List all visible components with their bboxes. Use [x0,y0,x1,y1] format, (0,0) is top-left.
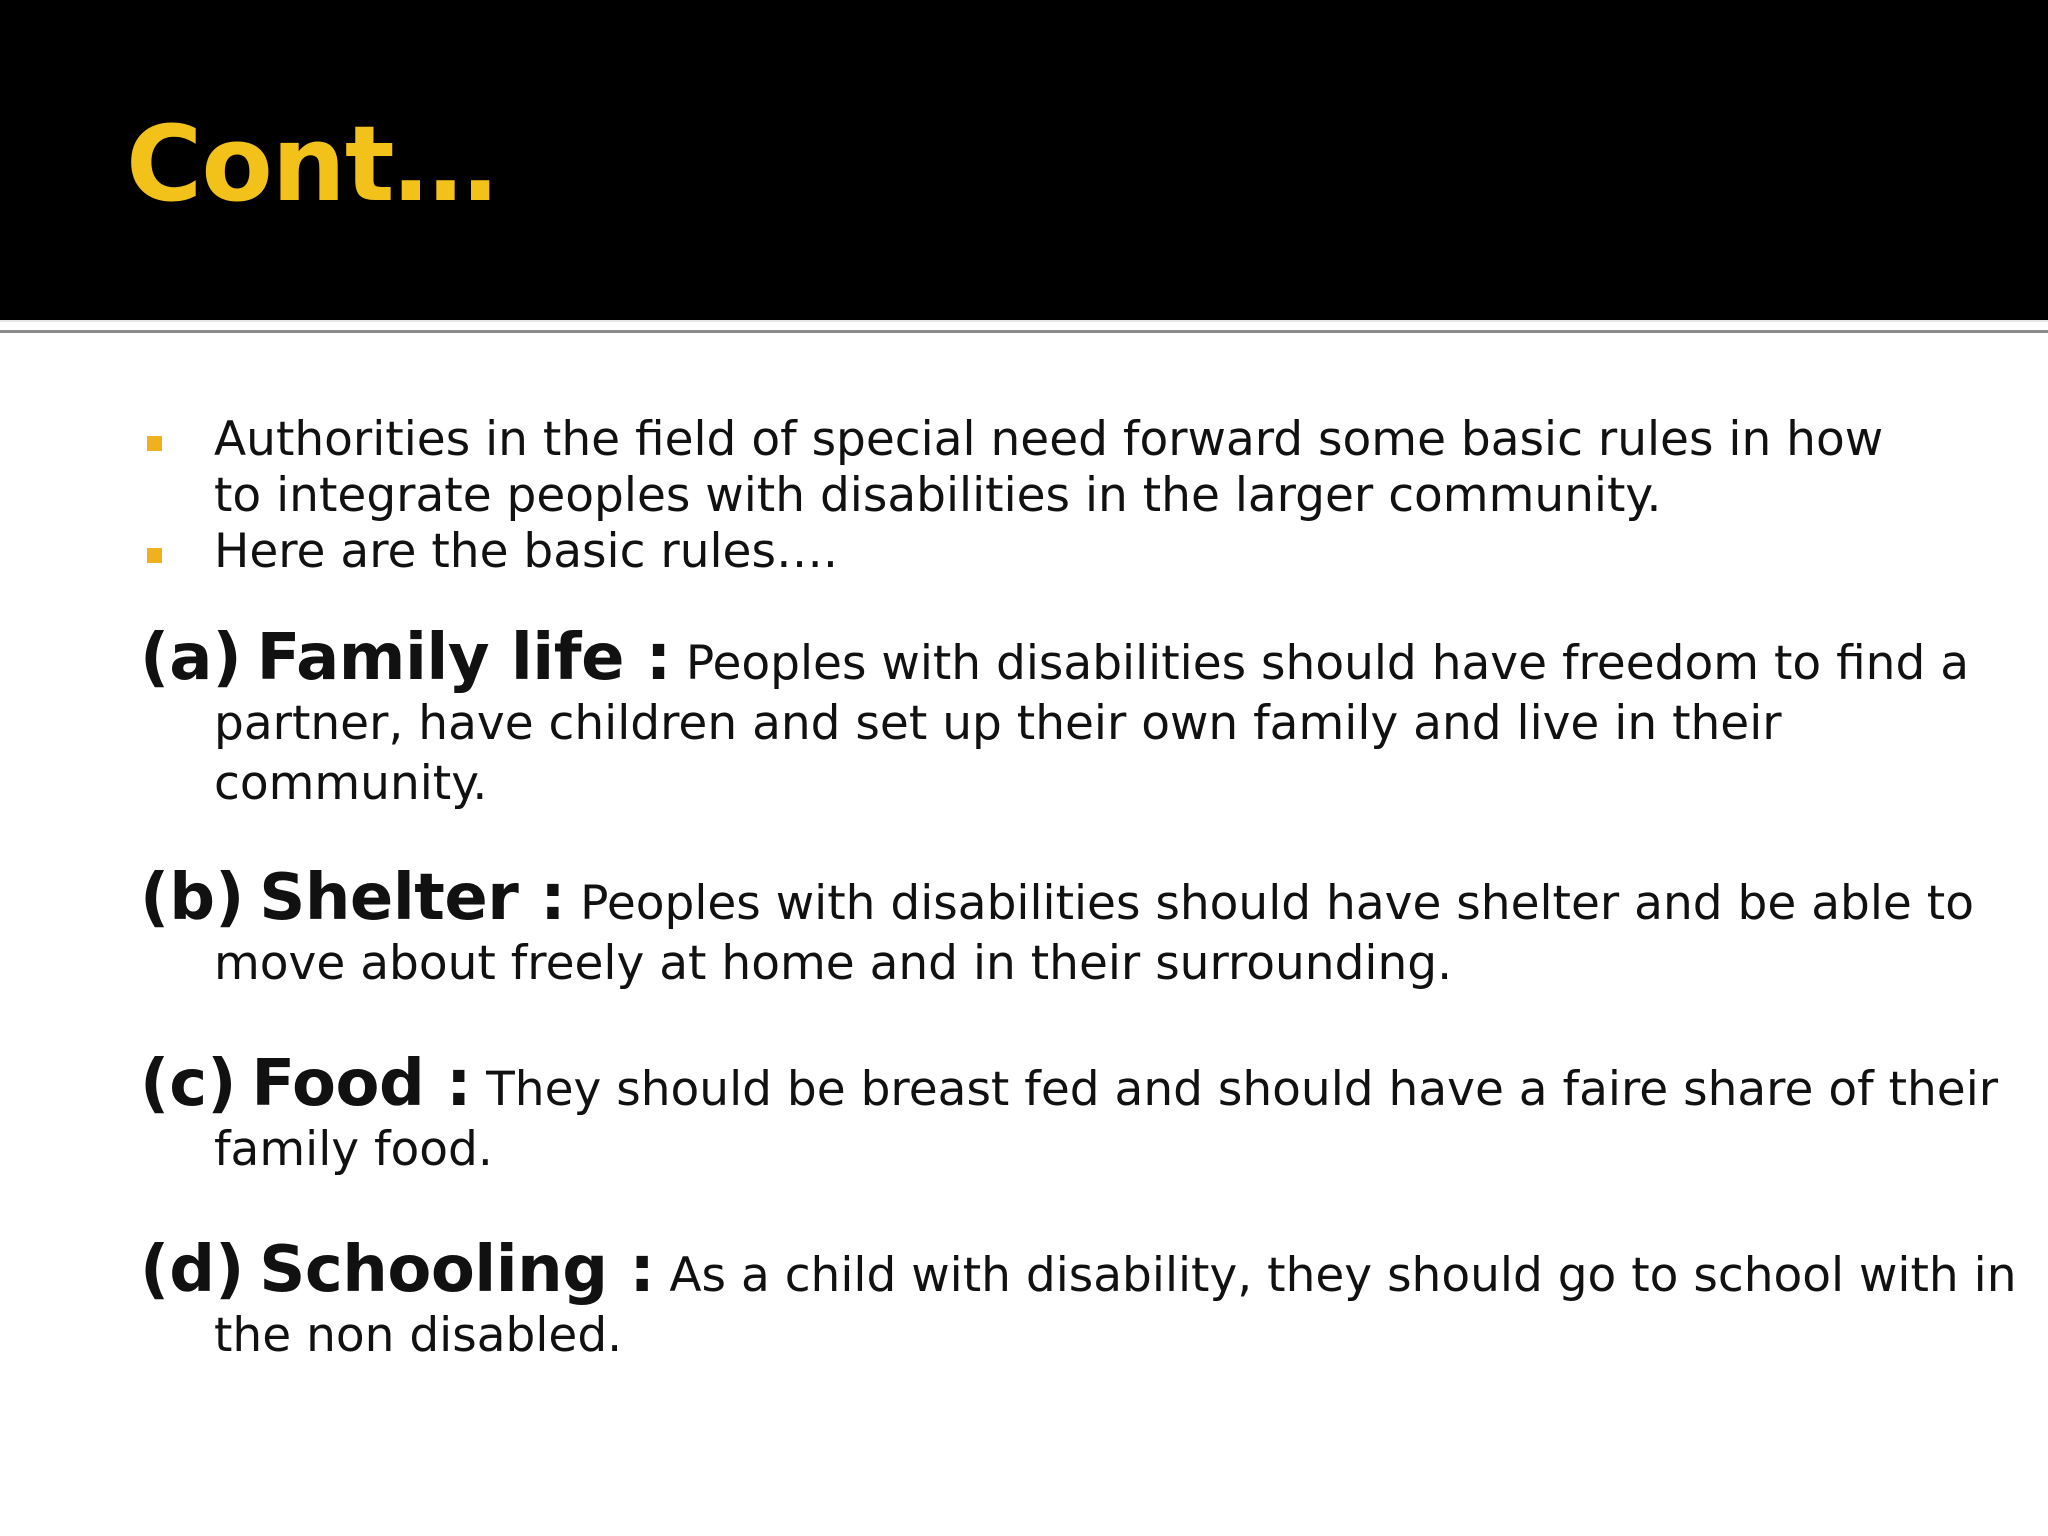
rule-text: Peoples with disabilities should have shelter and be able to move about freely at home and in their surrounding. [214,876,1974,991]
rule-letter: (d) [140,1233,245,1307]
rule-heading: Food : [251,1047,472,1121]
square-bullet-icon [147,548,162,563]
rule-letter: (b) [140,861,245,935]
rule-food [140,1047,2034,1180]
bullet-item [140,412,1940,524]
rule-letter: (a) [140,621,242,695]
bullet-text: Authorities in the field of special need forward some basic rules in how to integrate peoples with disabilities in the larger community. [214,412,1884,523]
rule-schooling [140,1233,2034,1366]
title-divider-line [0,330,2048,333]
rule-heading: Shelter : [259,861,566,935]
rule-text: Peoples with disabilities should have freedom to find a partner, have children and set up their own family and live in their community. [214,636,1970,811]
rule-text: They should be breast fed and should have a faire share of their family food. [214,1062,1999,1177]
rule-heading: Family life : [256,621,671,695]
rule-family-life [140,621,2034,814]
bullet-item [140,524,1940,580]
bullet-text: Here are the basic rules…. [214,524,838,579]
rule-shelter [140,861,2034,994]
square-bullet-icon [147,436,162,451]
rule-text: As a child with disability, they should go to school with in the non disabled. [214,1248,2017,1363]
title-divider [0,320,2048,336]
rule-letter: (c) [140,1047,237,1121]
slide-title: Cont… [126,103,497,225]
rule-heading: Schooling : [259,1233,655,1307]
bullet-list [140,412,1940,580]
